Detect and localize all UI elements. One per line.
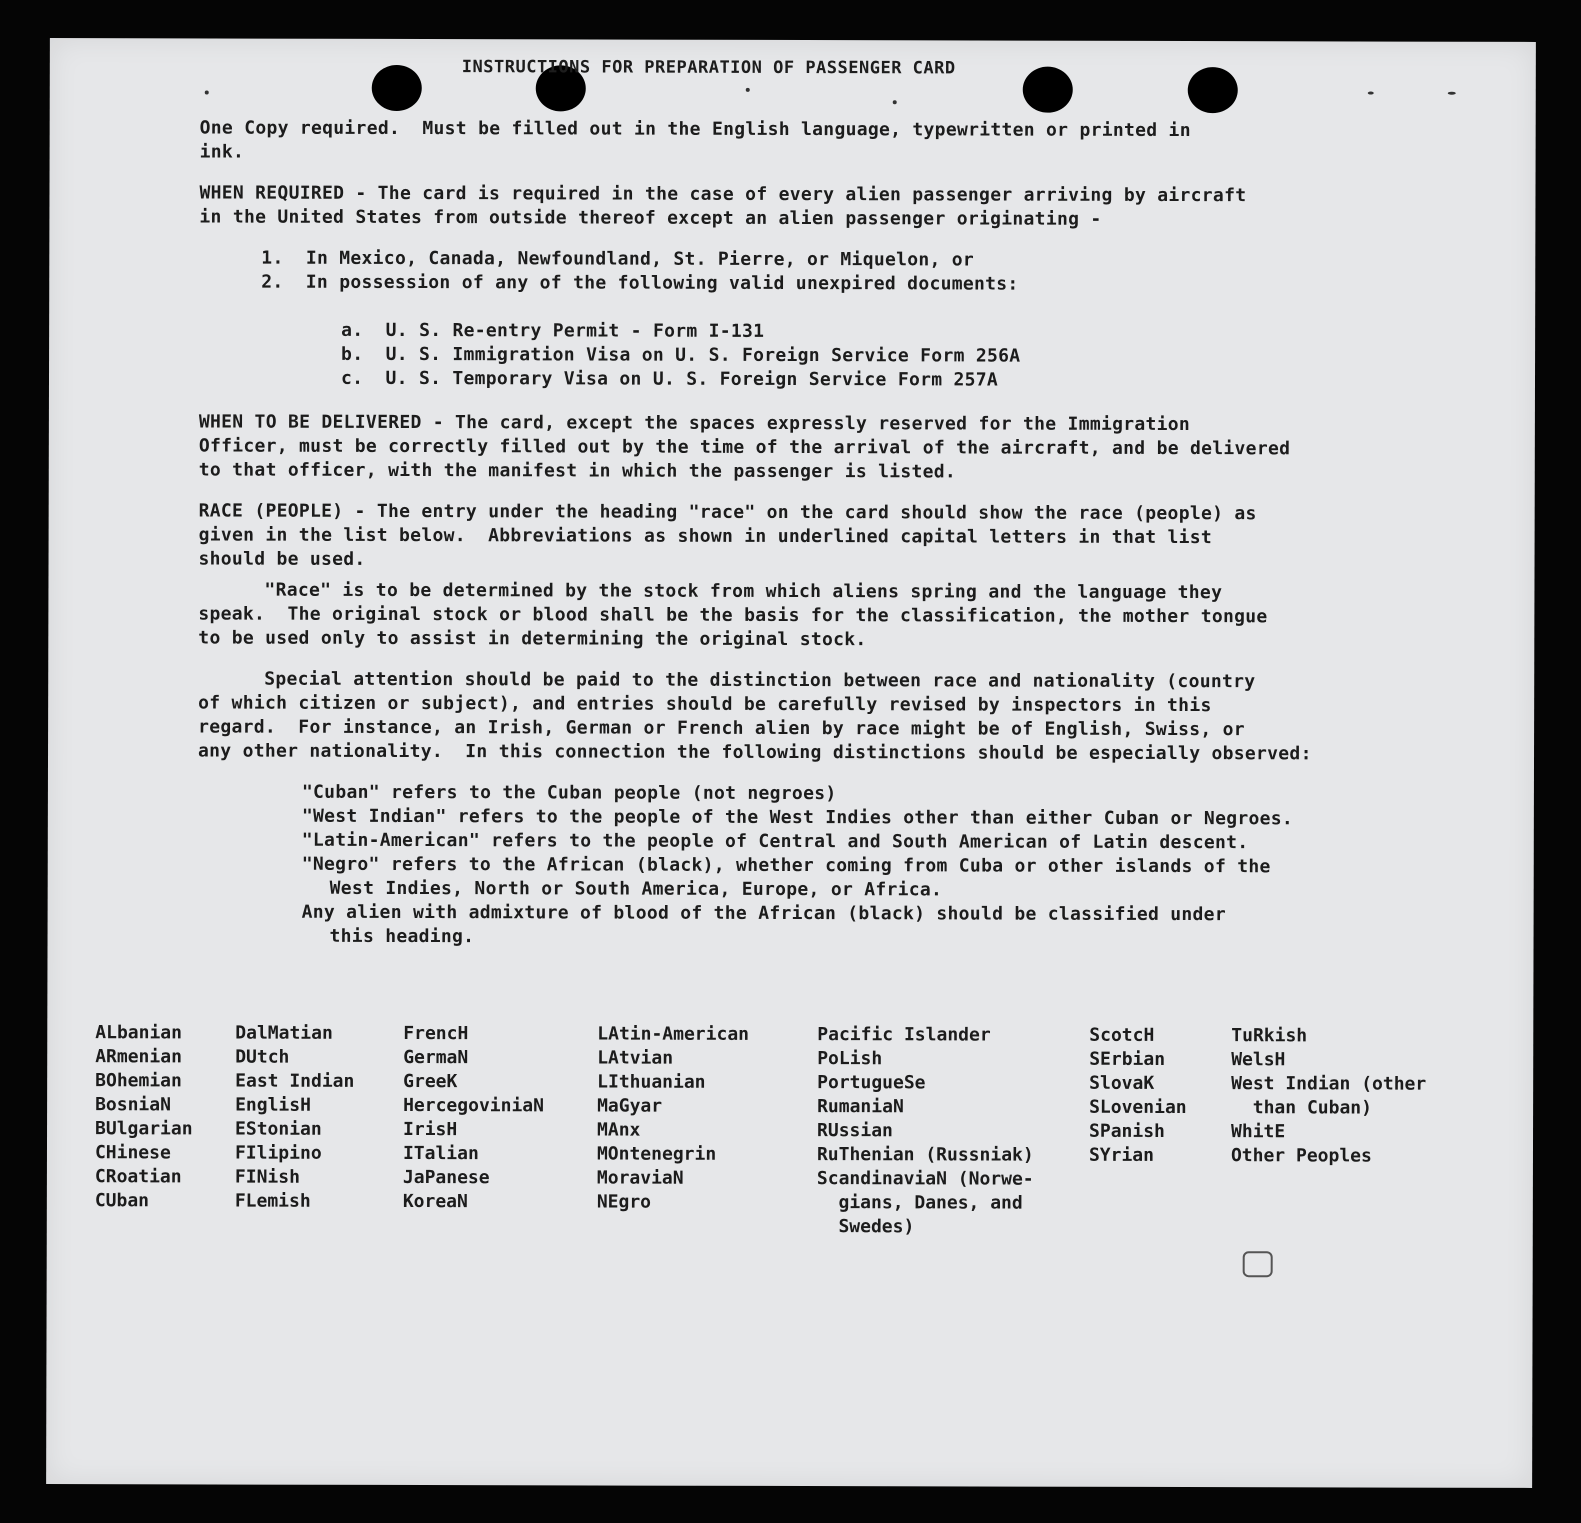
race-entry: PortugueSe [817,1072,926,1094]
race-entry: CRoatian [94,1166,182,1188]
stamp-mark [1243,1251,1273,1277]
race-entry: BUlgarian [95,1118,193,1140]
race-column [817,1023,1034,1240]
race-column [95,1021,193,1213]
numbered-item: 1. In Mexico, Canada, Newfoundland, St. Pierre, or Miquelon, or [261,247,975,271]
race-determined-line: to be used only to assist in determining the original stock. [198,627,867,651]
special-attention-line: any other nationality. In this connection the following distinctions should be especially observed: [198,740,1312,765]
race-entry: WhitE [1231,1121,1286,1143]
intro-line: One Copy required. Must be filled out in the English language, typewritten or printed in [199,117,1191,142]
race-determined-line: "Race" is to be determined by the stock from which aliens spring and the language they [264,579,1223,604]
race-entry: LAtin-American [597,1023,750,1045]
race-entry: ARmenian [95,1046,182,1068]
race-entry: PoLish [817,1048,883,1070]
special-attention-line: of which citizen or subject), and entries should be carefully revised by inspectors in this [198,692,1212,717]
paper-speck [1368,92,1374,95]
race-entry: RUssian [817,1120,893,1142]
paper-speck [893,100,897,104]
paper-speck [746,88,750,92]
race-entry: ITalian [402,1142,479,1165]
race-entry: ScotcH [1089,1024,1155,1046]
special-attention-line: Special attention should be paid to the distinction between race and nationality (country [264,668,1256,693]
definition-line: "Cuban" refers to the Cuban people (not negroes) [301,781,837,805]
document-page [46,38,1536,1488]
race-entry: FINish [234,1166,300,1188]
instructions-body [198,116,1520,951]
race-entry: East Indian [235,1070,355,1092]
document-item: b. U. S. Immigration Visa on U. S. Foreign Service Form 256A [341,343,1021,367]
race-entry: SPanish [1089,1120,1165,1142]
race-entry: HercegoviniaN [403,1094,545,1117]
race-entry: SYrian [1088,1144,1155,1166]
race-entry: WelsH [1231,1049,1286,1071]
race-entry: CHinese [94,1142,171,1164]
race-entry: FLemish [234,1190,311,1212]
race-entry: FrencH [403,1022,469,1045]
race-entry: RuThenian (Russniak) [816,1144,1034,1166]
document-item: c. U. S. Temporary Visa on U. S. Foreign Service Form 257A [340,367,999,391]
race-entry: SLovenian [1089,1096,1187,1119]
race-line: given in the list below. Abbreviations as shown in underlined capital letters in that list [198,524,1213,549]
race-entry: SErbian [1089,1048,1166,1070]
when-delivered-line: to that officer, with the manifest in which the passenger is listed. [198,459,957,483]
special-attention-line: regard. For instance, an Irish, German or French alien by race might be of English, Swiss, or [198,716,1245,741]
race-entry: IrisH [403,1118,458,1141]
race-entry: FIlipino [234,1142,322,1164]
race-column [235,1022,355,1214]
definition-line: "West Indian" refers to the people of the West Indies other than either Cuban or Negroes. [301,805,1294,830]
race-column [1231,1024,1426,1169]
race-column [1089,1024,1187,1168]
race-entry: ScandinaviaN (Norwe- [816,1168,1034,1190]
race-entry: ALbanian [95,1022,183,1044]
race-entry: BosniaN [95,1094,171,1116]
race-line: RACE (PEOPLE) - The entry under the heading "race" on the card should show the race (people) as [198,500,1257,525]
when-required-line: in the United States from outside thereof except an alien passenger originating - [199,206,1102,230]
race-entry: MOntenegrin [596,1143,717,1165]
document-title: INSTRUCTIONS FOR PREPARATION OF PASSENGER CARD [461,57,956,79]
race-entry: DalMatian [235,1022,333,1044]
race-entry: DUtch [235,1046,290,1068]
race-entry: GermaN [403,1046,469,1069]
race-entry: Other Peoples [1230,1145,1372,1167]
race-entry: RumaniaN [817,1096,904,1118]
paper-speck [205,90,209,94]
race-entry: than Cuban) [1231,1097,1373,1119]
race-entry: MaGyar [597,1095,663,1117]
race-entry: MAnx [597,1119,641,1141]
punch-hole [1188,67,1238,113]
punch-hole [372,65,422,111]
race-entry: EStonian [235,1118,322,1140]
race-column [403,1022,544,1214]
race-entry: NEgro [596,1191,652,1213]
paper-speck [1448,92,1456,95]
race-entry: gians, Danes, and [816,1192,1023,1214]
definition-line: this heading. [329,925,475,948]
race-entry: MoraviaN [596,1167,684,1189]
definition-line: West Indies, North or South America, Europe, or Africa. [329,877,943,901]
race-entry: West Indian (other [1231,1073,1427,1095]
race-column [597,1022,749,1214]
race-entry: KoreaN [402,1190,468,1213]
punch-hole [1023,67,1073,113]
race-line: should be used. [198,548,366,570]
race-entry: LIthuanian [597,1071,706,1093]
race-entry: LAtvian [597,1047,674,1069]
race-entry: Pacific Islander [817,1024,991,1046]
document-item: a. U. S. Re-entry Permit - Form I-131 [341,319,765,342]
race-entry: TuRkish [1231,1025,1308,1047]
race-entry: GreeK [403,1070,458,1093]
race-entry: EnglisH [235,1094,311,1116]
race-entry: Swedes) [816,1216,915,1238]
race-entry: BOhemian [95,1070,182,1092]
race-entry: CUban [94,1190,150,1212]
race-entry: SlovaK [1089,1072,1155,1094]
when-delivered-line: Officer, must be correctly filled out by the time of the arrival of the aircraft, and be delivered [198,435,1291,460]
race-determined-line: speak. The original stock or blood shall be the basis for the classification, the mother tongue [198,603,1268,628]
when-required-line: WHEN REQUIRED - The card is required in the case of every alien passenger arriving by aircraft [199,182,1247,207]
numbered-item: 2. In possession of any of the following valid unexpired documents: [261,271,1019,295]
definition-line: Any alien with admixture of blood of the African (black) should be classified under [301,901,1227,926]
race-entry: JaPanese [402,1166,490,1189]
when-delivered-line: WHEN TO BE DELIVERED - The card, except the spaces expressly reserved for the Immigration [198,411,1191,436]
intro-line: ink. [199,141,245,163]
definition-line: "Negro" refers to the African (black), whether coming from Cuba or other islands of the [301,853,1271,878]
definition-line: "Latin-American" refers to the people of Central and South American of Latin descent. [301,829,1249,854]
